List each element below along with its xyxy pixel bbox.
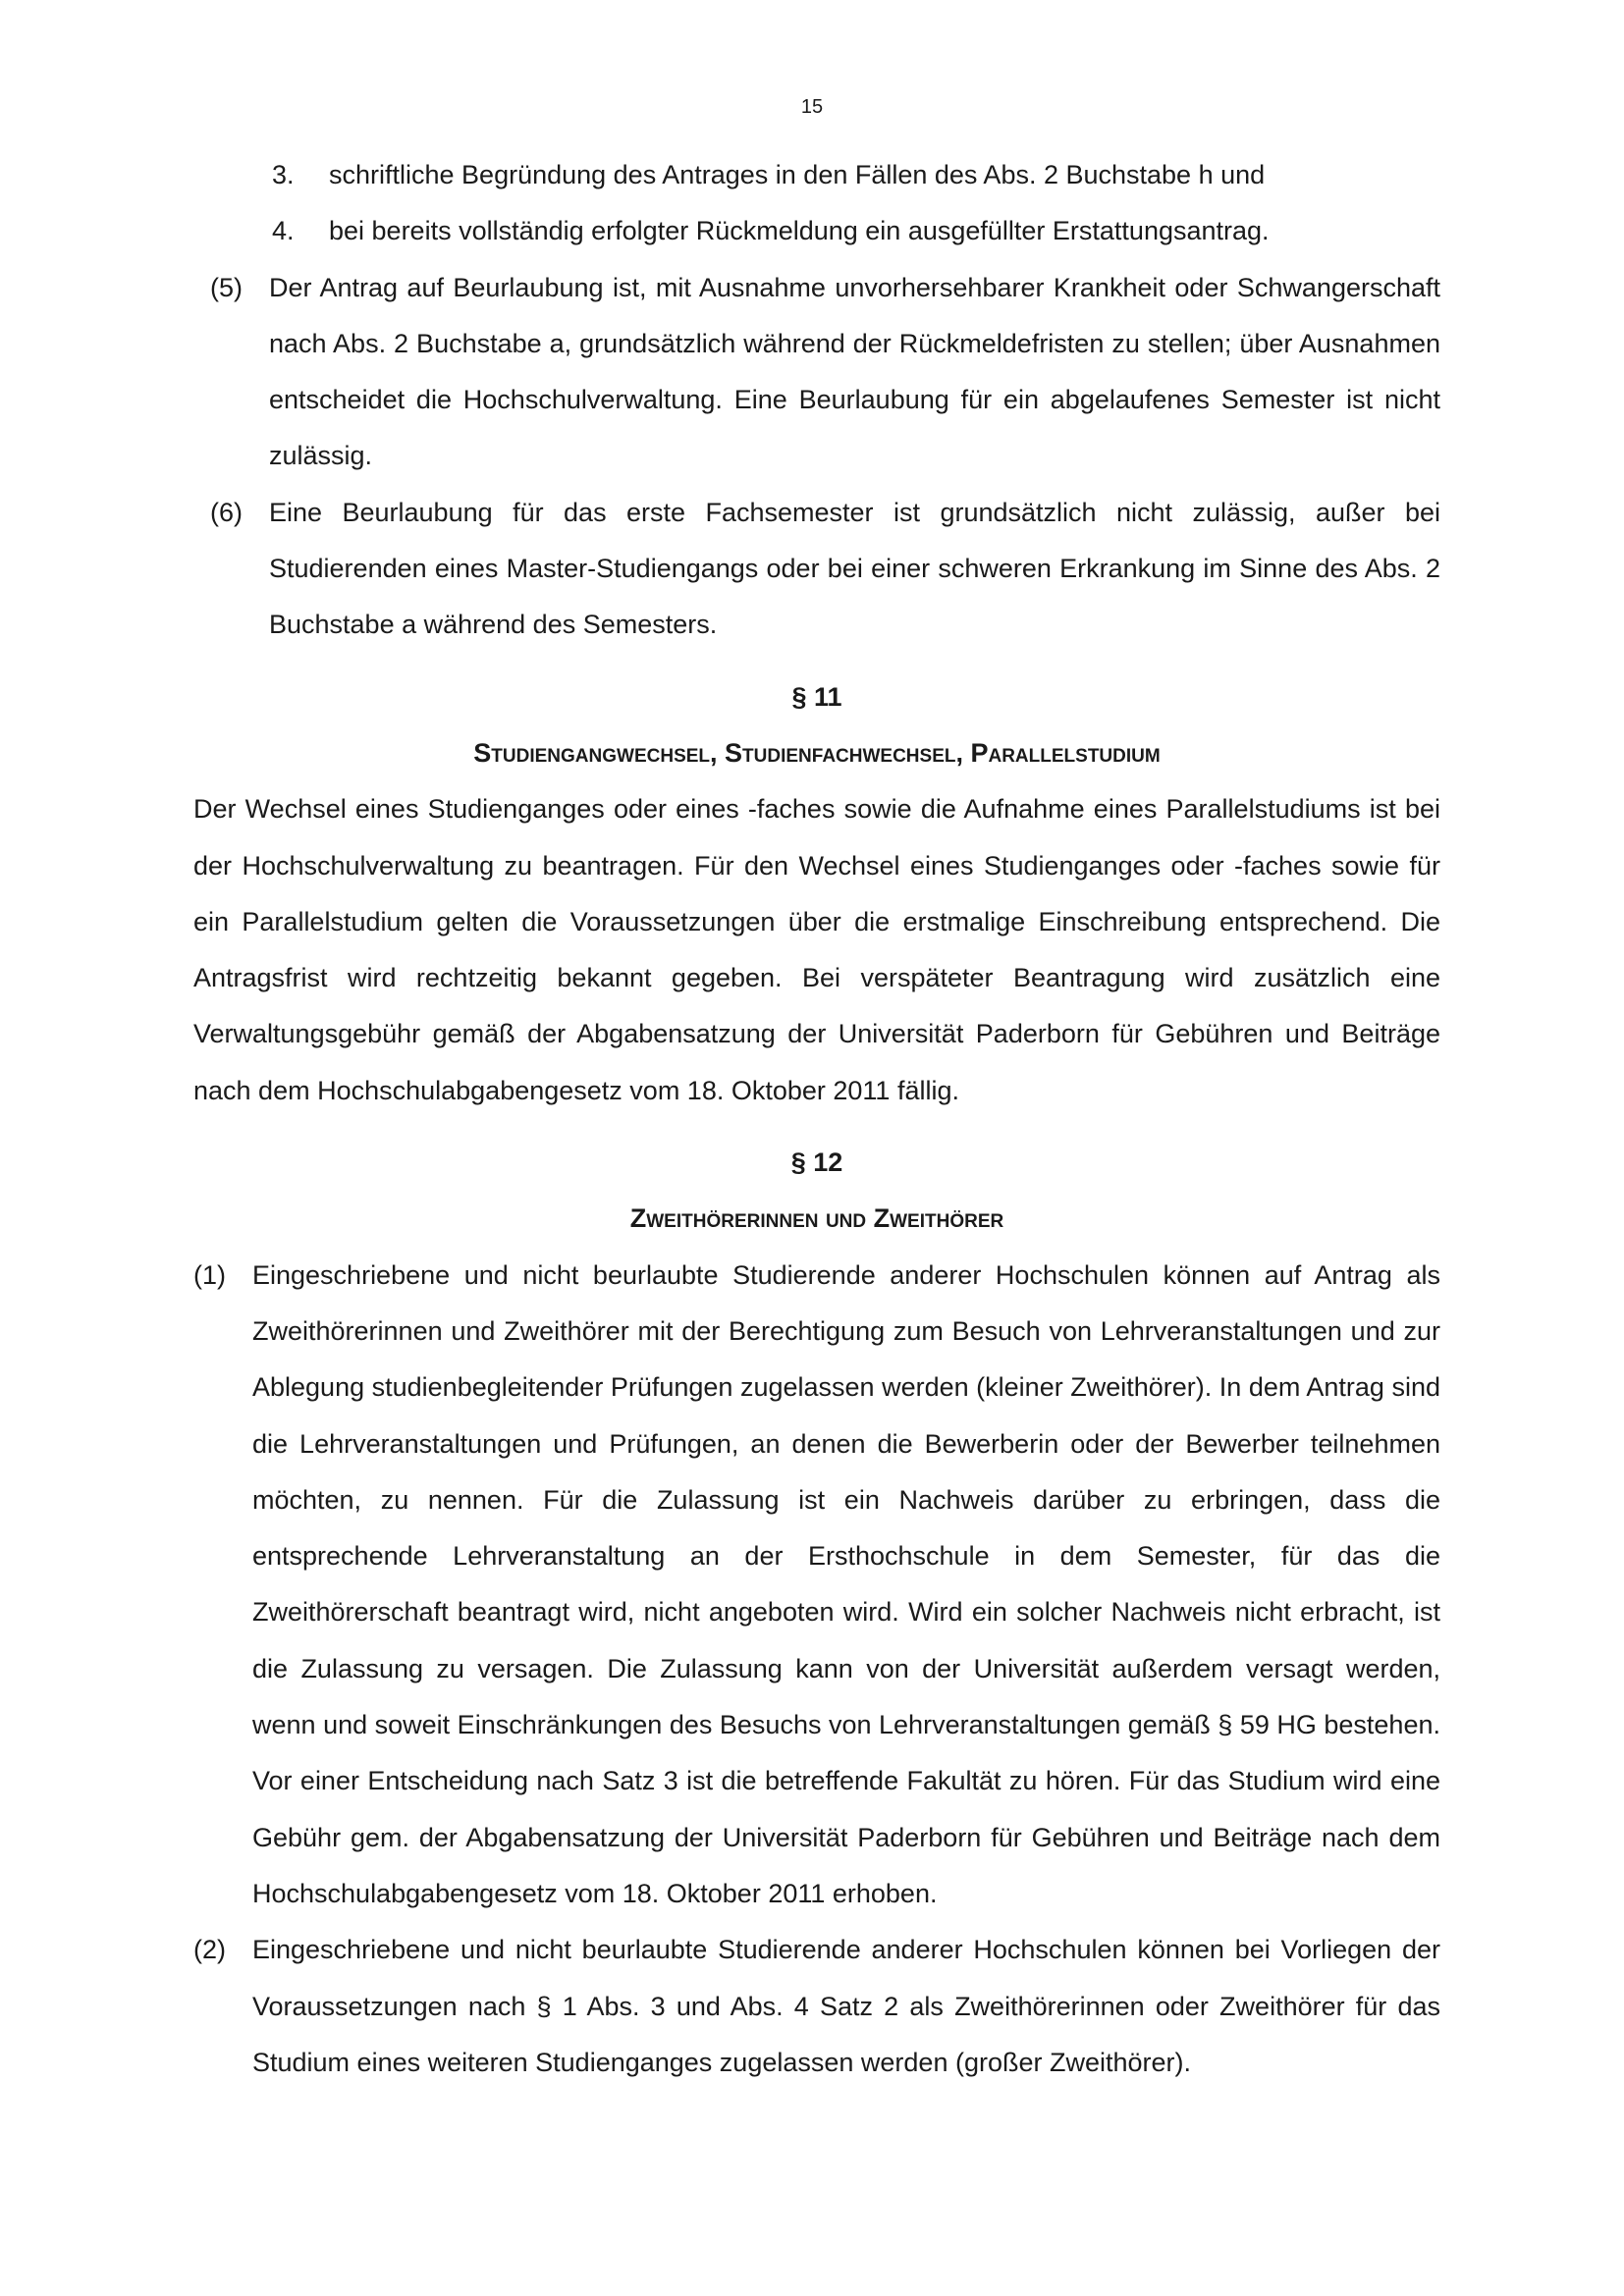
paragraph-item-2 bbox=[193, 1922, 1440, 2091]
paragraph-item-1 bbox=[193, 1248, 1440, 1923]
paragraph-text: Eingeschriebene und nicht beurlaubte Studierende anderer Hochschulen können auf Antrag als Zweithörerinnen und Zweithörer mit der Berechtigung zum Besuch von Lehrveranstaltungen und zur Ablegung studienbegleitender Prüfungen zugelassen werden (kleiner Zweithörer). In dem Antrag sind die Lehrveranstaltungen und Prüfungen, an denen die Bewerberin oder der Bewerber teilnehmen möchten, zu nennen. Für die Zulassung ist ein Nachweis darüber zu erbringen, dass die entsprechende Lehrveranstaltung an der Ersthochschule in dem Semester, für das die Zweithörerschaft beantragt wird, nicht angeboten wird. Wird ein solcher Nachweis nicht erbracht, ist die Zulassung zu versagen. Die Zulassung kann von der Universität außerdem versagt werden, wenn und soweit Einschränkungen des Besuchs von Lehrveranstaltungen gemäß § 59 HG bestehen. Vor einer Entscheidung nach Satz 3 ist die betreffende Fakultät zu hören. Für das Studium wird eine Gebühr gem. der Abgabensatzung der Universität Paderborn für Gebühren und Beiträge nach dem Hochschulabgabengesetz vom 18. Oktober 2011 erhoben. bbox=[252, 1259, 1440, 1908]
paragraph-number: (1) bbox=[193, 1259, 226, 1290]
section-12-title: § 12 bbox=[790, 1148, 843, 1178]
paragraph-item-5 bbox=[210, 260, 1440, 485]
paragraph-item-6 bbox=[210, 485, 1440, 654]
section-11-title: § 11 bbox=[791, 681, 842, 712]
list-item-text: schriftliche Begründung des Antrages in den Fällen des Abs. 2 Buchstabe h und bbox=[329, 160, 1266, 189]
paragraph-text: Eine Beurlaubung für das erste Fachsemester ist grundsätzlich nicht zulässig, außer bei Studierenden eines Master-Studiengangs oder bei einer schweren Erkrankung im Sinne des Abs. 2 Buchstabe a während des Semesters. bbox=[269, 497, 1440, 640]
section-11-subtitle: Studiengangwechsel, Studienfachwechsel, Parallelstudium bbox=[473, 737, 1161, 768]
section-11-paragraph: Der Wechsel eines Studienganges oder eines -faches sowie die Aufnahme eines Parallelstudiums ist bei der Hochschulverwaltung zu beantragen. Für den Wechsel eines Studienganges oder -faches sowie für ein Parallelstudium gelten die Voraussetzungen über die erstmalige Einschreibung entsprechend. Die Antragsfrist wird rechtzeitig bekannt gegeben. Bei verspäteter Beantragung wird zusätzlich eine Verwaltungsgebühr gemäß der Abgabensatzung der Universität Paderborn für Gebühren und Beiträge nach dem Hochschulabgabengesetz vom 18. Oktober 2011 fällig. bbox=[193, 794, 1440, 1105]
list-item-text: bei bereits vollständig erfolgter Rückmeldung ein ausgefüllter Erstattungsantrag. bbox=[329, 216, 1270, 246]
paragraph-text: Der Antrag auf Beurlaubung ist, mit Ausnahme unvorhersehbarer Krankheit oder Schwangerschaft nach Abs. 2 Buchstabe a, grundsätzlich während der Rückmeldefristen zu stellen; über Ausnahmen entscheidet die Hochschulverwaltung. Eine Beurlaubung für ein abgelaufenes Semester ist nicht zulässig. bbox=[269, 272, 1440, 471]
page-number: 15 bbox=[800, 96, 824, 118]
list-item bbox=[272, 147, 1440, 203]
paragraph-text: Eingeschriebene und nicht beurlaubte Studierende anderer Hochschulen können bei Vorliegen der Voraussetzungen nach § 1 Abs. 3 und Abs. 4 Satz 2 als Zweithörerinnen oder Zweithörer für das Studium eines weiteren Studienganges zugelassen werden (großer Zweithörer). bbox=[252, 1935, 1440, 2077]
document-body bbox=[193, 147, 1440, 2091]
list-item-number: 3. bbox=[272, 160, 295, 189]
section-12-subtitle: Zweithörerinnen und Zweithörer bbox=[629, 1203, 1004, 1234]
paragraph-number: (6) bbox=[210, 497, 243, 527]
paragraph-number: (5) bbox=[210, 272, 243, 302]
list-item-number: 4. bbox=[272, 216, 295, 246]
list-item bbox=[272, 203, 1440, 259]
paragraph-number: (2) bbox=[193, 1935, 226, 1965]
